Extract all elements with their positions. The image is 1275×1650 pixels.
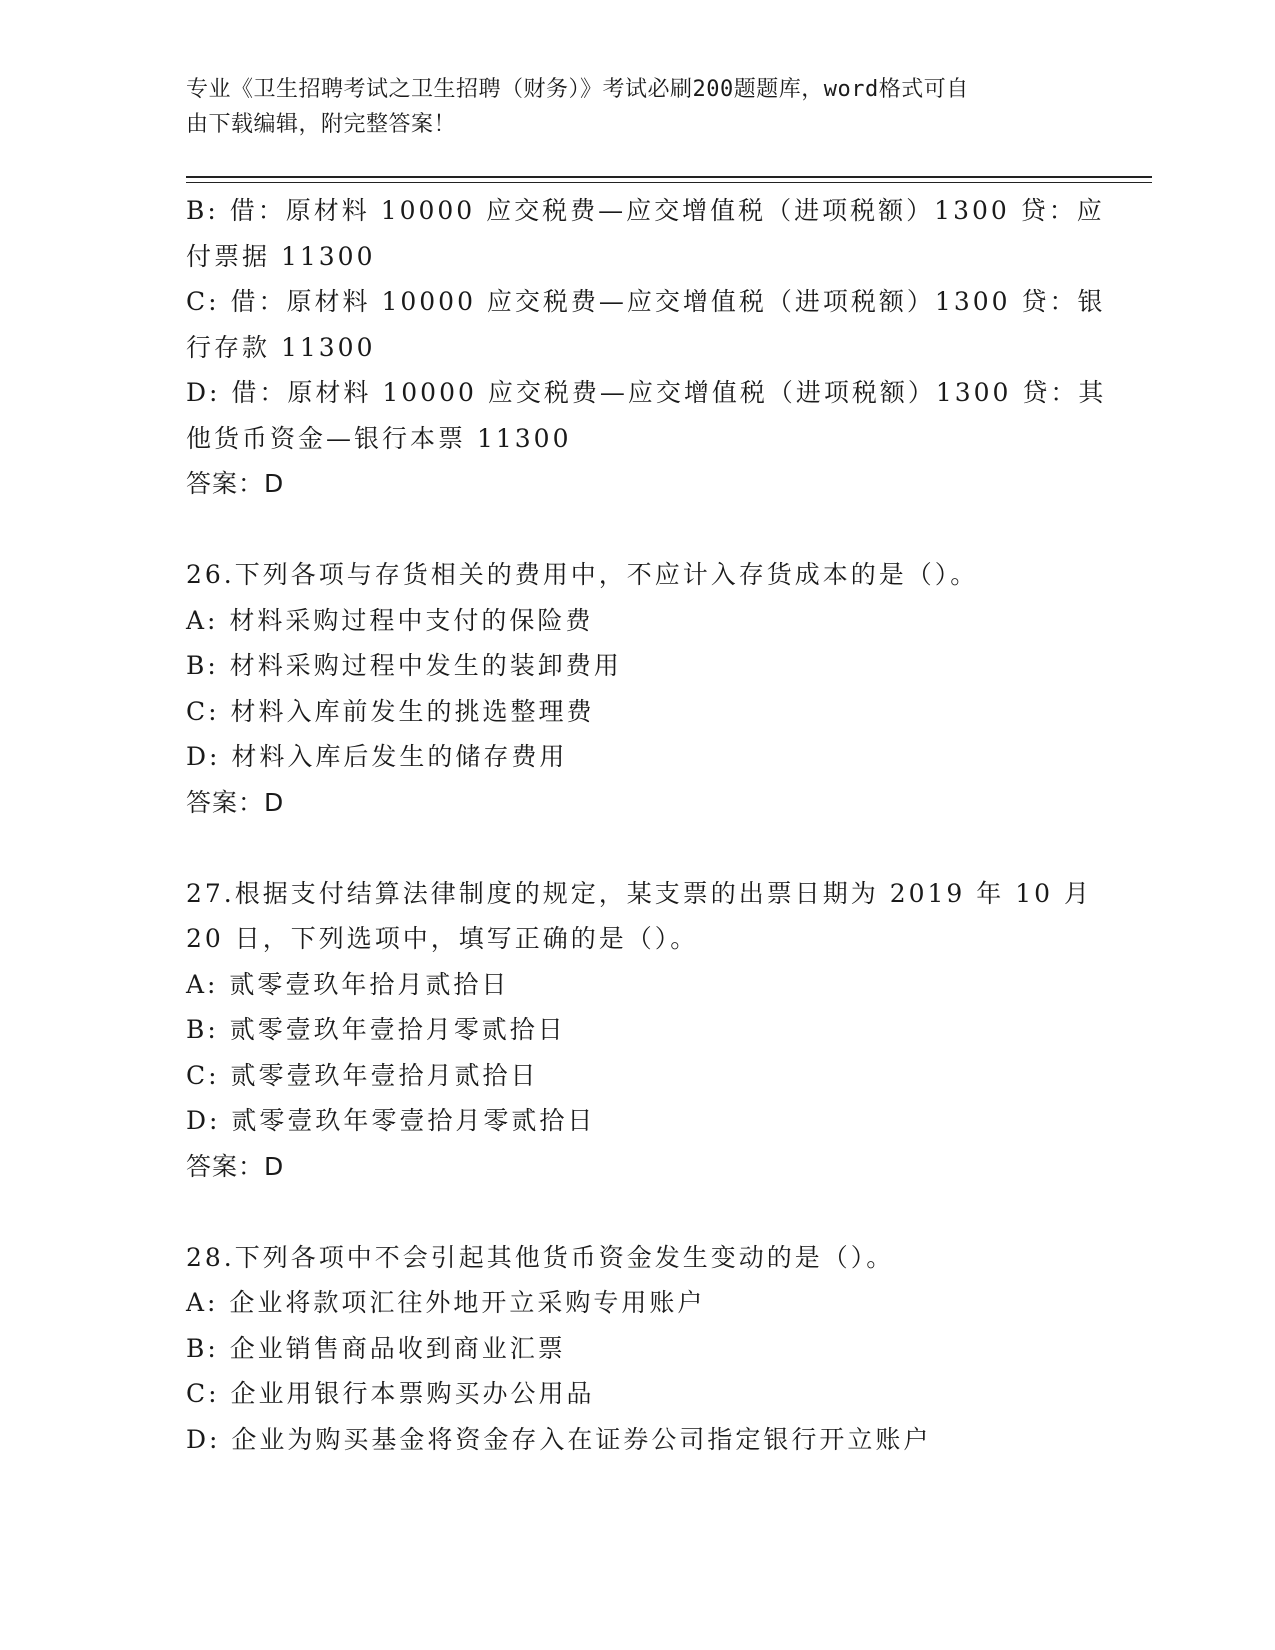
option-d: D: 借：原材料 10000 应交税费—应交增值税（进项税额）1300 贷：其 xyxy=(186,378,1107,407)
answer: 答案：D xyxy=(186,787,285,817)
question-26 xyxy=(186,552,1086,825)
option-c: C: 材料入库前发生的挑选整理费 xyxy=(186,696,595,726)
header-rule-thick xyxy=(186,176,1152,178)
option-d-cont: 他货币资金—银行本票 11300 xyxy=(186,423,572,453)
question-stem-cont: 20 日，下列选项中，填写正确的是（）。 xyxy=(186,924,699,953)
header-line-2: 由下载编辑，附完整答案！ xyxy=(186,112,457,137)
option-d: D: 贰零壹玖年零壹拾月零贰拾日 xyxy=(186,1106,596,1135)
option-b: B: 贰零壹玖年壹拾月零贰拾日 xyxy=(186,1015,566,1044)
question-stem: 28.下列各项中不会引起其他货币资金发生变动的是（）。 xyxy=(186,1242,895,1272)
option-c: C: 贰零壹玖年壹拾月贰拾日 xyxy=(186,1060,539,1090)
header-rule-thin xyxy=(186,182,1152,183)
answer: 答案：D xyxy=(186,1151,285,1181)
question-stem: 27.根据支付结算法律制度的规定，某支票的出票日期为 2019 年 10 月 xyxy=(186,878,1092,908)
option-b-cont: 付票据 11300 xyxy=(186,241,376,271)
option-c: C: 企业用银行本票购买办公用品 xyxy=(186,1379,595,1408)
option-a: A: 企业将款项汇往外地开立采购专用账户 xyxy=(186,1288,706,1317)
document-body xyxy=(186,188,1107,1462)
question-25-continuation xyxy=(186,188,1107,507)
header-line-1: 专业《卫生招聘考试之卫生招聘（财务）》考试必刷200题题库，word格式可自 xyxy=(186,77,969,102)
option-b: B: 企业销售商品收到商业汇票 xyxy=(186,1333,566,1363)
option-c-cont: 行存款 11300 xyxy=(186,332,376,362)
question-stem: 26.下列各项与存货相关的费用中，不应计入存货成本的是（）。 xyxy=(186,560,979,589)
question-28 xyxy=(186,1235,1086,1463)
question-27 xyxy=(186,871,1092,1190)
option-d: D: 材料入库后发生的储存费用 xyxy=(186,742,568,771)
option-d: D: 企业为购买基金将资金存入在证券公司指定银行开立账户 xyxy=(186,1424,932,1454)
option-a: A: 贰零壹玖年拾月贰拾日 xyxy=(186,969,510,999)
document-header xyxy=(186,72,1066,142)
option-b: B: 借：原材料 10000 应交税费—应交增值税（进项税额）1300 贷：应 xyxy=(186,196,1105,225)
option-c: C: 借：原材料 10000 应交税费—应交增值税（进项税额）1300 贷：银 xyxy=(186,287,1106,316)
answer: 答案：D xyxy=(186,469,285,498)
option-b: B: 材料采购过程中发生的装卸费用 xyxy=(186,651,622,680)
option-a: A: 材料采购过程中支付的保险费 xyxy=(186,605,594,635)
